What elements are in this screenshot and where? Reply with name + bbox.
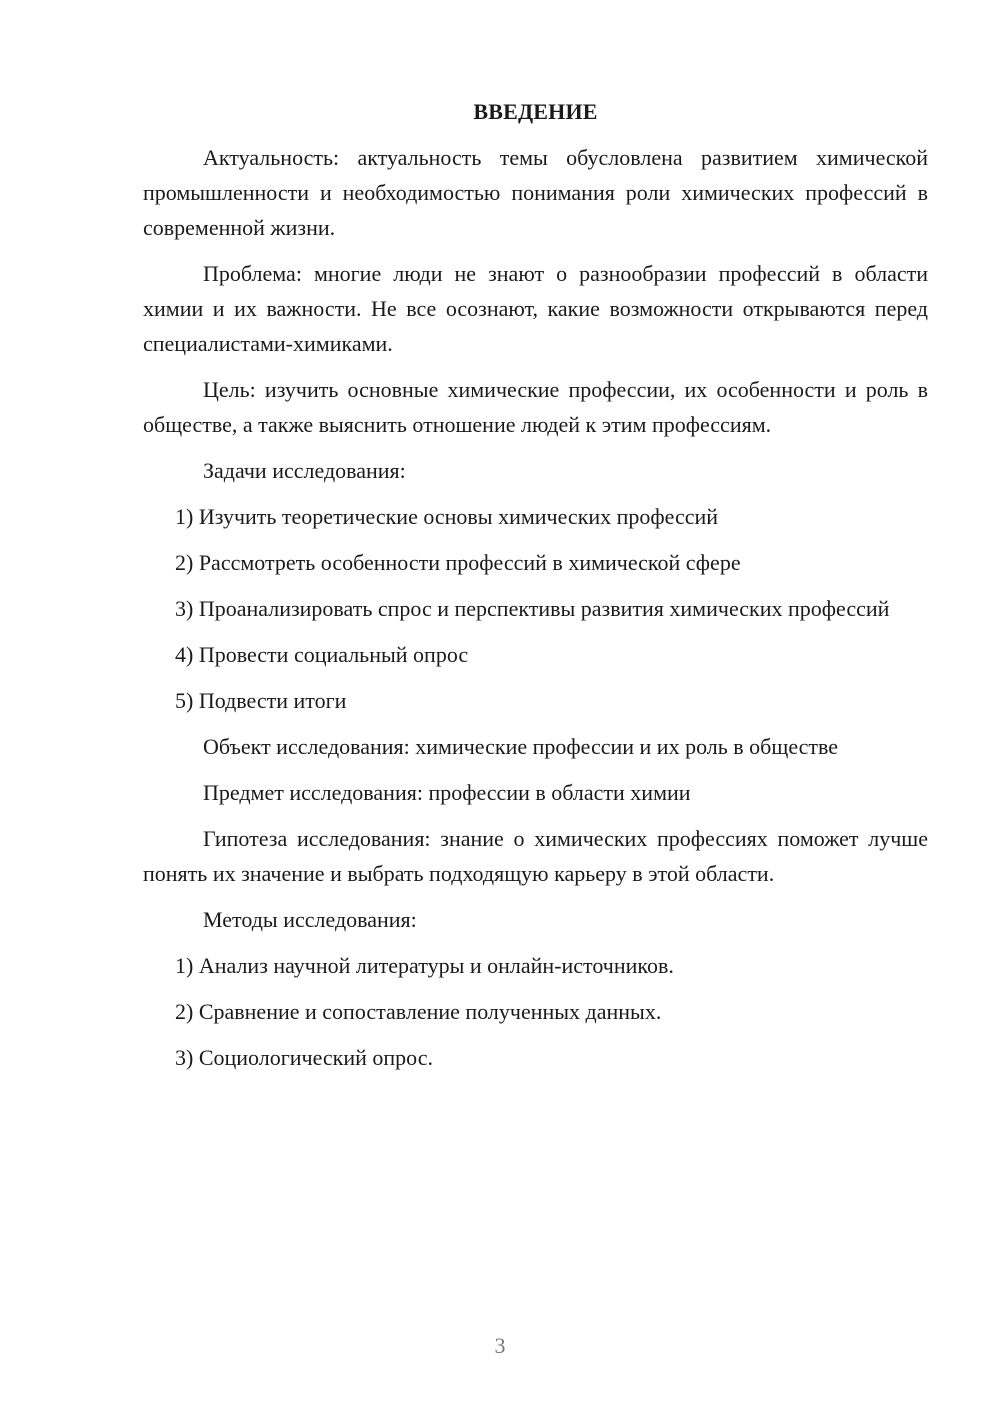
method-item: 1) Анализ научной литературы и онлайн-источников. bbox=[175, 953, 674, 978]
task-item: 4) Провести социальный опрос bbox=[175, 642, 469, 667]
relevance-paragraph: Актуальность: актуальность темы обусловлена развитием химической промышленности и необходимостью понимания роли химических профессий в современной жизни. bbox=[143, 145, 928, 240]
problem-paragraph: Проблема: многие люди не знают о разнообразии профессий в области химии и их важности. Не все осознают, какие возможности открываются перед специалистами-химиками. bbox=[143, 261, 928, 356]
research-subject: Предмет исследования: профессии в области химии bbox=[203, 780, 691, 805]
task-item: 1) Изучить теоретические основы химических профессий bbox=[175, 504, 719, 529]
goal-paragraph: Цель: изучить основные химические профессии, их особенности и роль в обществе, а также выяснить отношение людей к этим профессиям. bbox=[143, 377, 928, 437]
page-number: 3 bbox=[494, 1333, 506, 1358]
document-body bbox=[143, 94, 928, 1086]
task-item: 5) Подвести итоги bbox=[175, 688, 347, 713]
research-hypothesis: Гипотеза исследования: знание о химических профессиях поможет лучше понять их значение и выбрать подходящую карьеру в этой области. bbox=[143, 826, 928, 886]
section-title: ВВЕДЕНИЕ bbox=[473, 99, 598, 124]
methods-heading: Методы исследования: bbox=[203, 907, 417, 932]
method-item: 2) Сравнение и сопоставление полученных данных. bbox=[175, 999, 662, 1024]
research-object: Объект исследования: химические профессии и их роль в обществе bbox=[203, 734, 839, 759]
task-item: 3) Проанализировать спрос и перспективы развития химических профессий bbox=[175, 596, 890, 621]
method-item: 3) Социологический опрос. bbox=[175, 1045, 433, 1070]
tasks-heading: Задачи исследования: bbox=[203, 458, 406, 483]
task-item: 2) Рассмотреть особенности профессий в химической сфере bbox=[175, 550, 741, 575]
